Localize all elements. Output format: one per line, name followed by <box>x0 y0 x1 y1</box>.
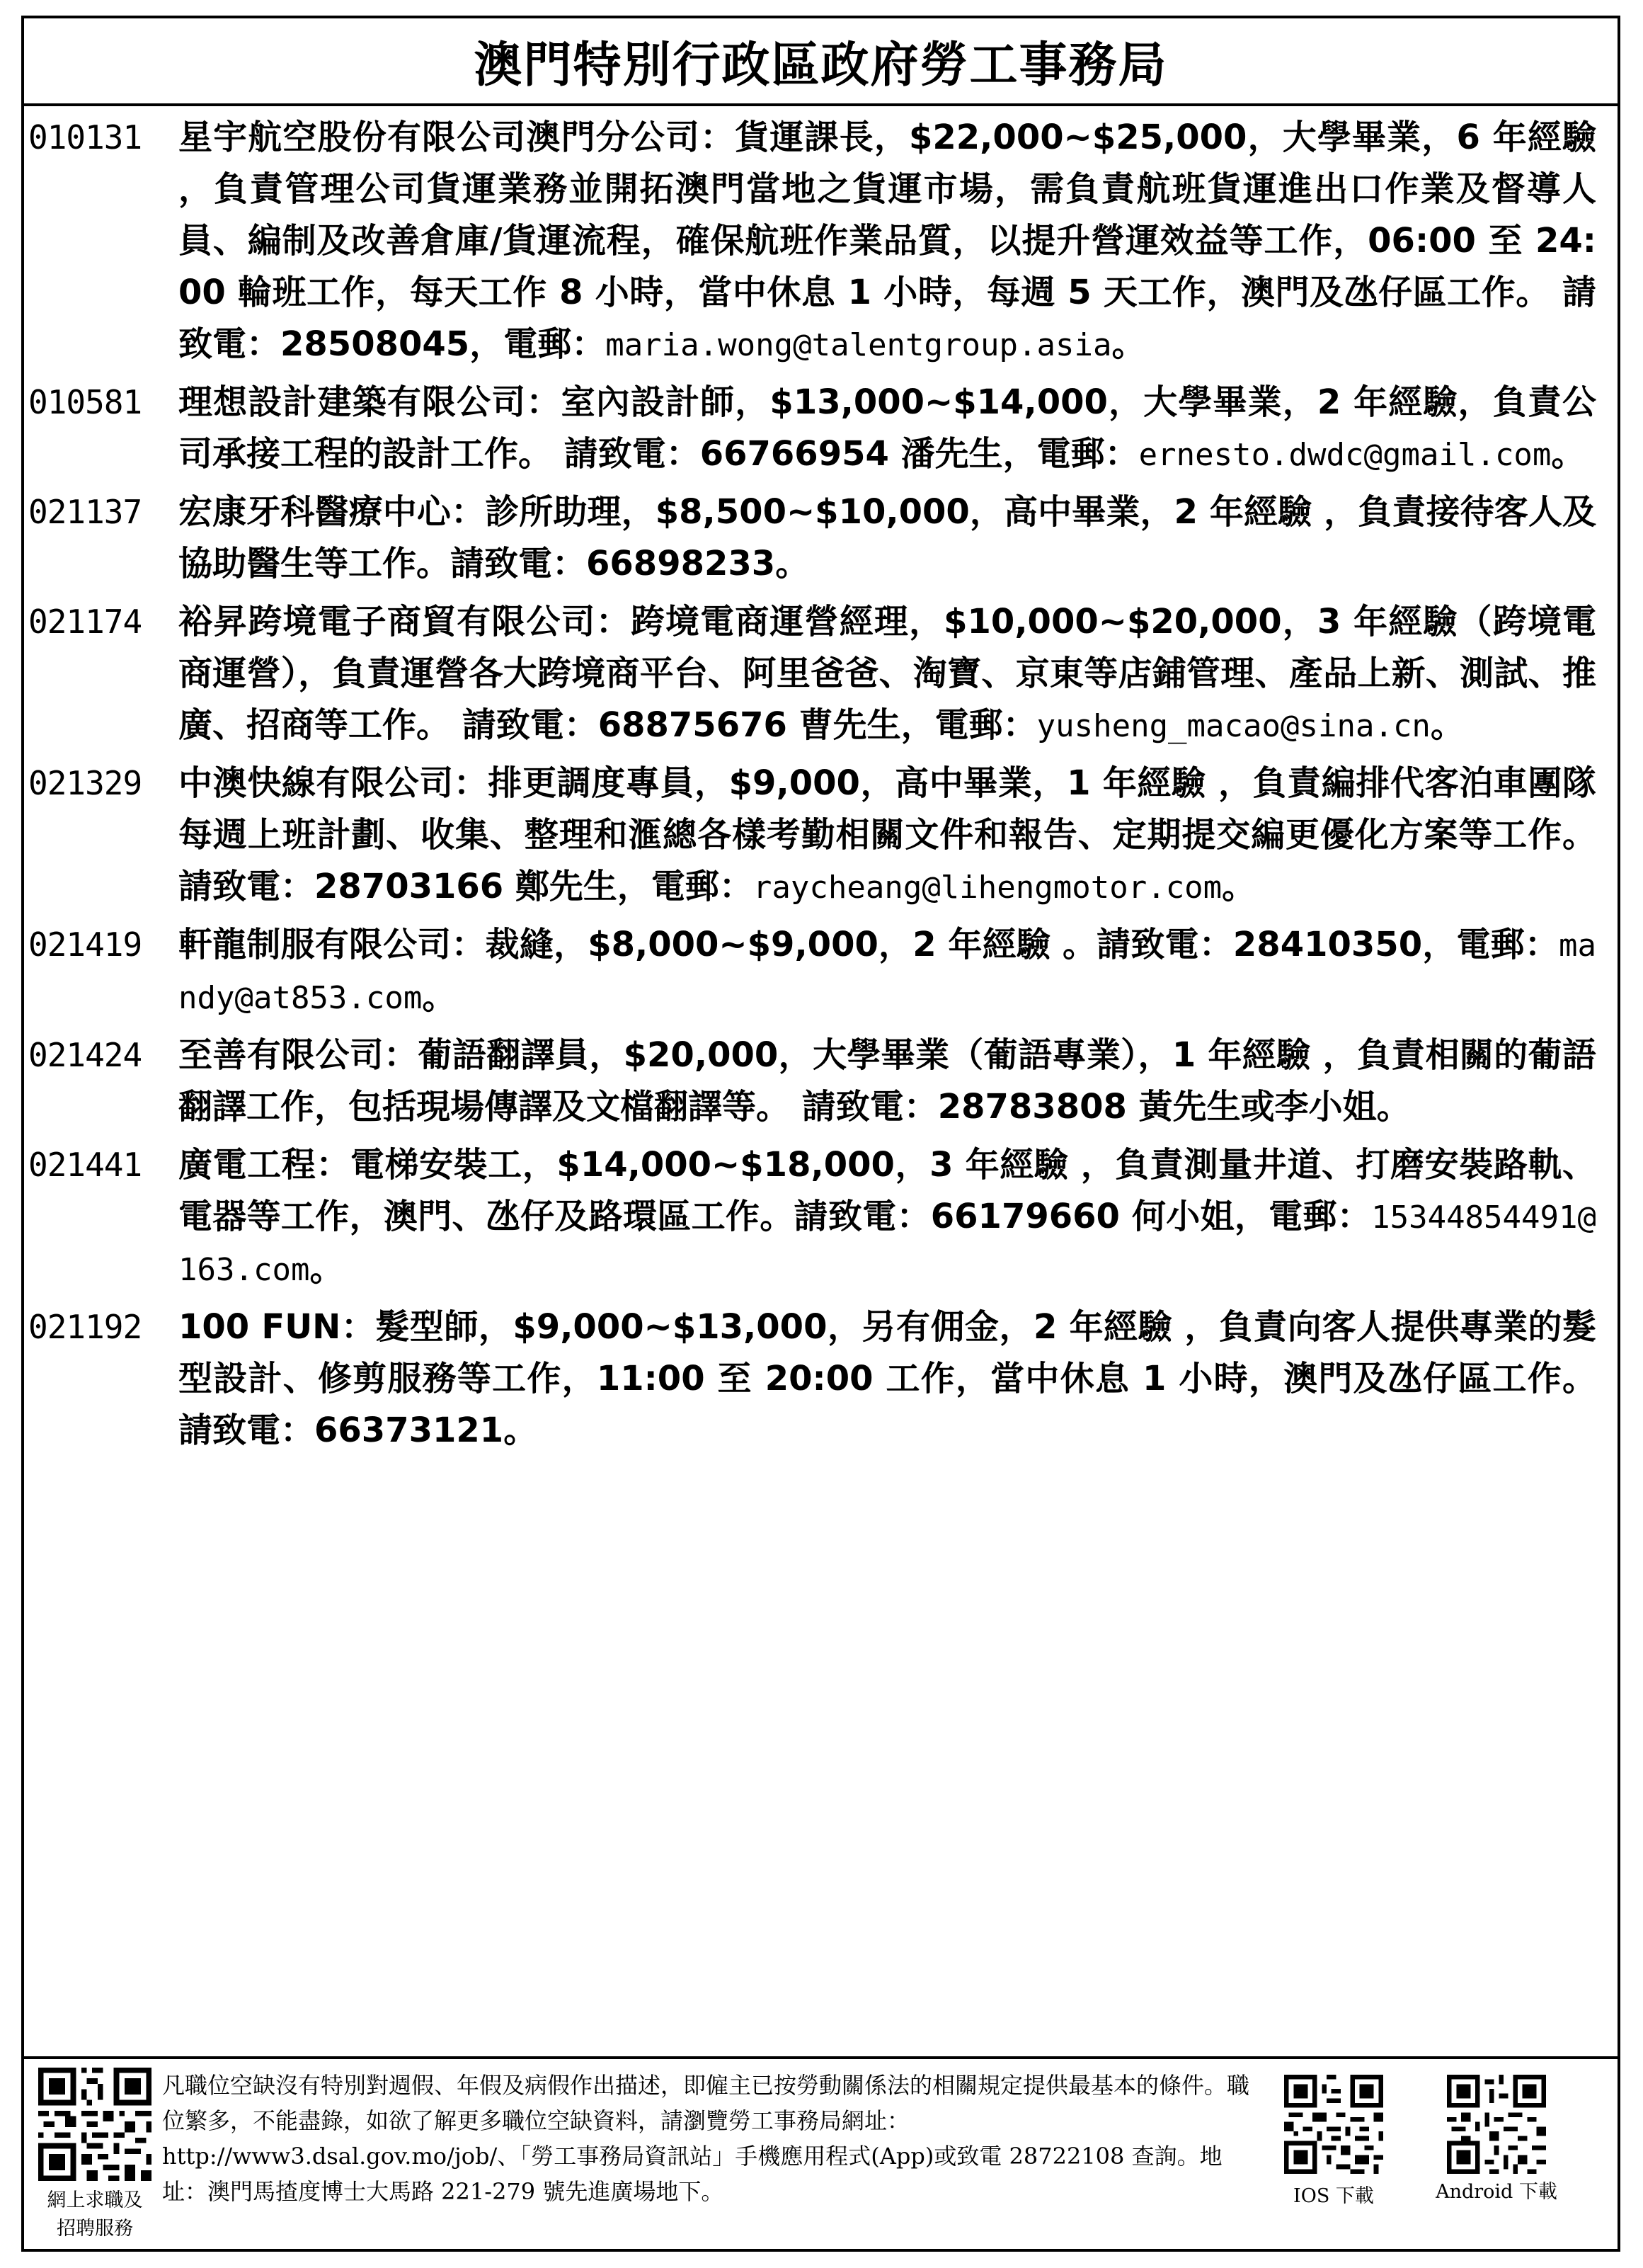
job-listing <box>24 112 1618 371</box>
job-listing <box>24 377 1618 481</box>
qr-code-android-icon[interactable] <box>1447 2075 1546 2174</box>
job-description: 中澳快線有限公司：排更調度專員，$9,000，高中畢業，1 年經驗 ，負責編排代客泊車團隊每週上班計劃、收集、整理和滙總各樣考勤相關文件和報告、定期提交編更優化方案等工作。 請致電：28703166 鄭先生，電郵：raycheang@lihengmotor.com。 <box>178 763 1596 906</box>
job-description: 廣電工程：電梯安裝工，$14,000~$18,000，3 年經驗 ，負責測量井道、打磨安裝路軌、電器等工作，澳門、氹仔及路環區工作。請致電：66179660 何小姐，電郵：15344854491@163.com。 <box>178 1145 1596 1289</box>
job-description: 星宇航空股份有限公司澳門分公司：貨運課長，$22,000~$25,000，大學畢業，6 年經驗 ，負責管理公司貨運業務並開拓澳門當地之貨運市場，需負責航班貨運進出口作業及督導人員、編制及改善倉庫/貨運流程，確保航班作業品質，以提升營運效益等工作，06:00 至 24:00 輪班工作，每天工作 8 小時，當中休息 1 小時，每週 5 天工作，澳門及氹仔區工作。 請致電：28508045，電郵：maria.wong@talentgroup.asia。 <box>178 118 1596 364</box>
job-description: 理想設計建築有限公司：室內設計師，$13,000~$14,000，大學畢業，2 年經驗，負責公司承接工程的設計工作。 請致電：66766954 潘先生，電郵：ernesto.dwdc@gmail.com。 <box>178 382 1596 474</box>
job-listing <box>24 596 1618 752</box>
job-listing <box>24 1301 1618 1457</box>
qr-code-ios-icon[interactable] <box>1284 2075 1383 2174</box>
job-description: 宏康牙科醫療中心：診所助理，$8,500~$10,000，高中畢業，2 年經驗 ，負責接待客人及協助醫生等工作。請致電：66898233。 <box>178 492 1596 583</box>
job-code: 010131 <box>28 118 142 156</box>
job-code: 021441 <box>28 1146 142 1184</box>
job-listing <box>24 1030 1618 1134</box>
job-code: 021329 <box>28 764 142 802</box>
job-code: 021174 <box>28 603 142 641</box>
job-email[interactable]: yusheng_macao@sina.cn <box>1036 708 1431 744</box>
job-code: 021192 <box>28 1308 142 1346</box>
job-description: 軒龍制服有限公司：裁縫，$8,000~$9,000，2 年經驗 。請致電：28410350，電郵：mandy@at853.com。 <box>178 925 1596 1017</box>
job-email[interactable]: raycheang@lihengmotor.com <box>752 870 1223 906</box>
qr-label-job-service: 網上求職及 招聘服務 <box>47 2189 143 2240</box>
job-email[interactable]: 15344854491@163.com <box>178 1199 1596 1288</box>
job-description: 裕昇跨境電子商貿有限公司：跨境電商運營經理，$10,000~$20,000，3 年經驗（跨境電商運營），負責運營各大跨境商平台、阿里爸爸、淘寶、京東等店鋪管理、產品上新、測試、推廣、招商等工作。 請致電：68875676 曹先生，電郵：yusheng_macao@sina.cn。 <box>178 602 1596 745</box>
job-code: 010581 <box>28 383 142 421</box>
job-description: 100 FUN：髮型師，$9,000~$13,000，另有佣金，2 年經驗 ，負責向客人提供專業的髮型設計、修剪服務等工作，11:00 至 20:00 工作，當中休息 1 小時，澳門及氹仔區工作。 請致電：66373121。 <box>178 1307 1596 1450</box>
job-email[interactable]: mandy@at853.com <box>178 928 1596 1016</box>
job-listing <box>24 758 1618 913</box>
job-listings <box>24 112 1618 1457</box>
job-description: 至善有限公司：葡語翻譯員，$20,000，大學畢業（葡語專業），1 年經驗 ，負責相關的葡語翻譯工作，包括現場傳譯及文檔翻譯等。 請致電：28783808 黃先生或李小姐。 <box>178 1035 1596 1127</box>
qr-code-job-service-icon[interactable] <box>38 2068 151 2181</box>
job-listing <box>24 919 1618 1024</box>
ios-download-label[interactable]: IOS 下載 <box>1293 2185 1374 2207</box>
job-listing <box>24 1139 1618 1296</box>
page-title: 澳門特別行政區政府勞工事務局 <box>24 18 1618 106</box>
job-bulletin-page <box>21 16 1620 2252</box>
android-download-label[interactable]: Android 下載 <box>1436 2181 1557 2203</box>
job-code: 021424 <box>28 1036 142 1074</box>
job-code: 021137 <box>28 493 142 531</box>
job-code: 021419 <box>28 925 142 964</box>
notice-text: 凡職位空缺沒有特別對週假、年假及病假作出描述，即僱主已按勞動關係法的相關規定提供最基本的條件。職位繁多，不能盡錄，如欲了解更多職位空缺資料，請瀏覽勞工事務局網址：http://www3.dsal.gov.mo/job/、「勞工事務局資訊站」手機應用程式(App)或致電 28722108 查詢。地址：澳門馬揸度博士大馬路 221-279 號先進廣場地下。 <box>162 2072 1250 2205</box>
job-email[interactable]: ernesto.dwdc@gmail.com <box>1138 437 1552 473</box>
job-listing <box>24 486 1618 591</box>
job-email[interactable]: maria.wong@talentgroup.asia <box>605 327 1112 363</box>
footer-notice <box>24 2056 1618 2249</box>
